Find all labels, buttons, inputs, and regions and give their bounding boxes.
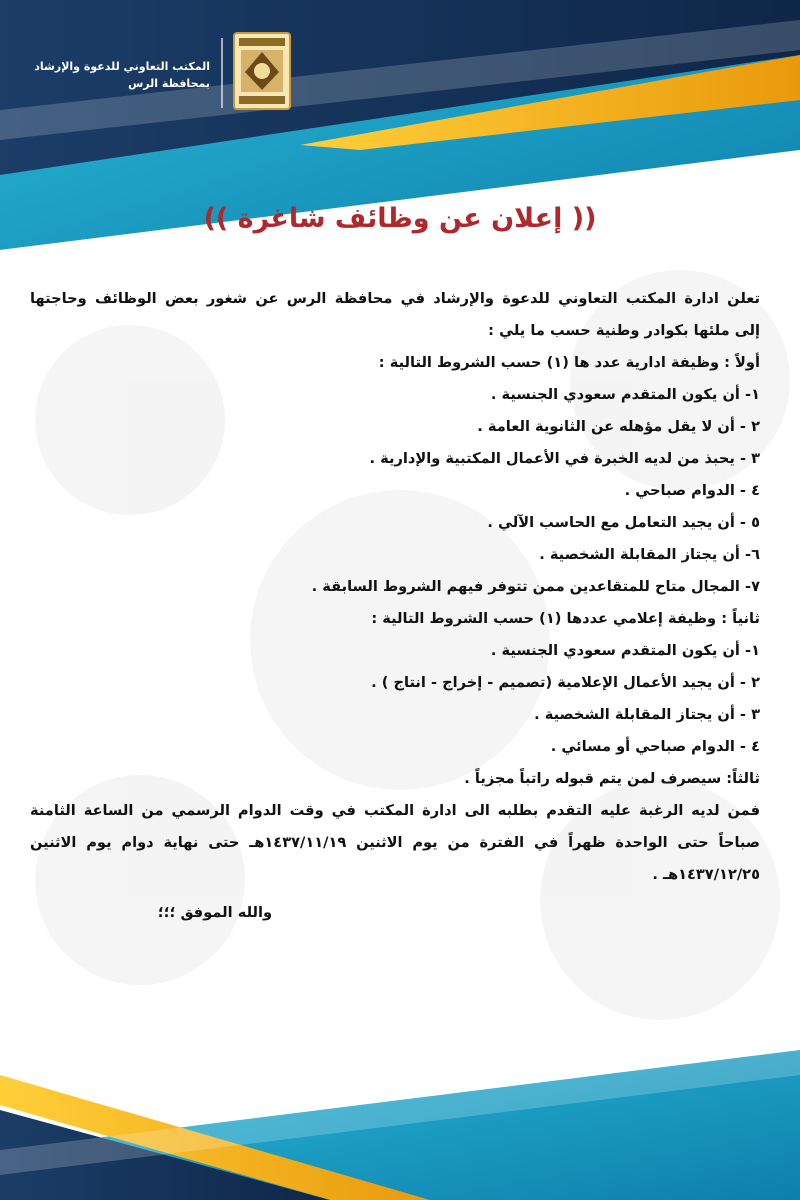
- logo-emblem-icon: [233, 32, 291, 110]
- condition-item: ٧- المجال متاح للمتقاعدين ممن تتوفر فيهم الشروط السابقة .: [311, 578, 760, 595]
- announcement-body: [30, 283, 760, 929]
- section-heading-admin: أولاً : وظيفة ادارية عدد ها (١) حسب الشروط التالية :: [378, 354, 760, 371]
- intro-line: تعلن ادارة المكتب التعاوني للدعوة والإرشاد في محافظة الرس عن شغور بعض الوظائف وحاجتها: [30, 290, 760, 307]
- apply-line: صباحاً حتى الواحدة ظهراً في الفترة من يوم الاثنين ١٤٣٧/١١/١٩هـ حتى نهاية دوام يوم الاثنين: [30, 834, 760, 851]
- intro-line: إلى ملئها بكوادر وطنية حسب ما يلي :: [488, 322, 760, 339]
- condition-item: ١- أن يكون المتقدم سعودي الجنسية .: [490, 642, 760, 659]
- condition-item: ٤ - الدوام صباحي .: [624, 482, 760, 499]
- apply-line: فمن لديه الرغبة عليه التقدم بطلبه الى ادارة المكتب في وقت الدوام الرسمي من الساعة الثامنة: [30, 802, 760, 819]
- section-heading-media: ثانياً : وظيفة إعلامي عددها (١) حسب الشروط التالية :: [371, 610, 760, 627]
- announcement-title: (( إعلان عن وظائف شاغرة )): [203, 203, 597, 234]
- condition-item: ٢ - أن لا يقل مؤهله عن الثانوية العامة .: [477, 418, 760, 435]
- apply-line: ١٤٣٧/١٢/٢٥هـ .: [652, 866, 760, 883]
- organization-name-line2: بمحافظة الرس: [128, 77, 210, 90]
- condition-item: ٤ - الدوام صباحي أو مسائي .: [550, 738, 760, 755]
- condition-item: ٦- أن يجتاز المقابلة الشخصية .: [539, 546, 760, 563]
- condition-item: ٥ - أن يجيد التعامل مع الحاسب الآلي .: [487, 514, 760, 531]
- condition-item: ٢ - أن يجيد الأعمال الإعلامية (تصميم - إخراج - انتاج ) .: [371, 674, 760, 691]
- condition-item: ٣ - يحبذ من لديه الخبرة في الأعمال المكتبية والإدارية .: [369, 450, 760, 467]
- organization-name: [10, 58, 210, 92]
- organization-name-line1: المكتب التعاوني للدعوة والإرشاد: [34, 60, 210, 73]
- condition-item: ١- أن يكون المتقدم سعودي الجنسية .: [490, 386, 760, 403]
- closing-text: والله الموفق ؛؛؛: [157, 904, 273, 921]
- condition-item: ٣ - أن يجتاز المقابلة الشخصية .: [534, 706, 760, 723]
- section-heading-salary: ثالثاً: سيصرف لمن يتم قبوله راتباً مجزياً .: [464, 770, 760, 787]
